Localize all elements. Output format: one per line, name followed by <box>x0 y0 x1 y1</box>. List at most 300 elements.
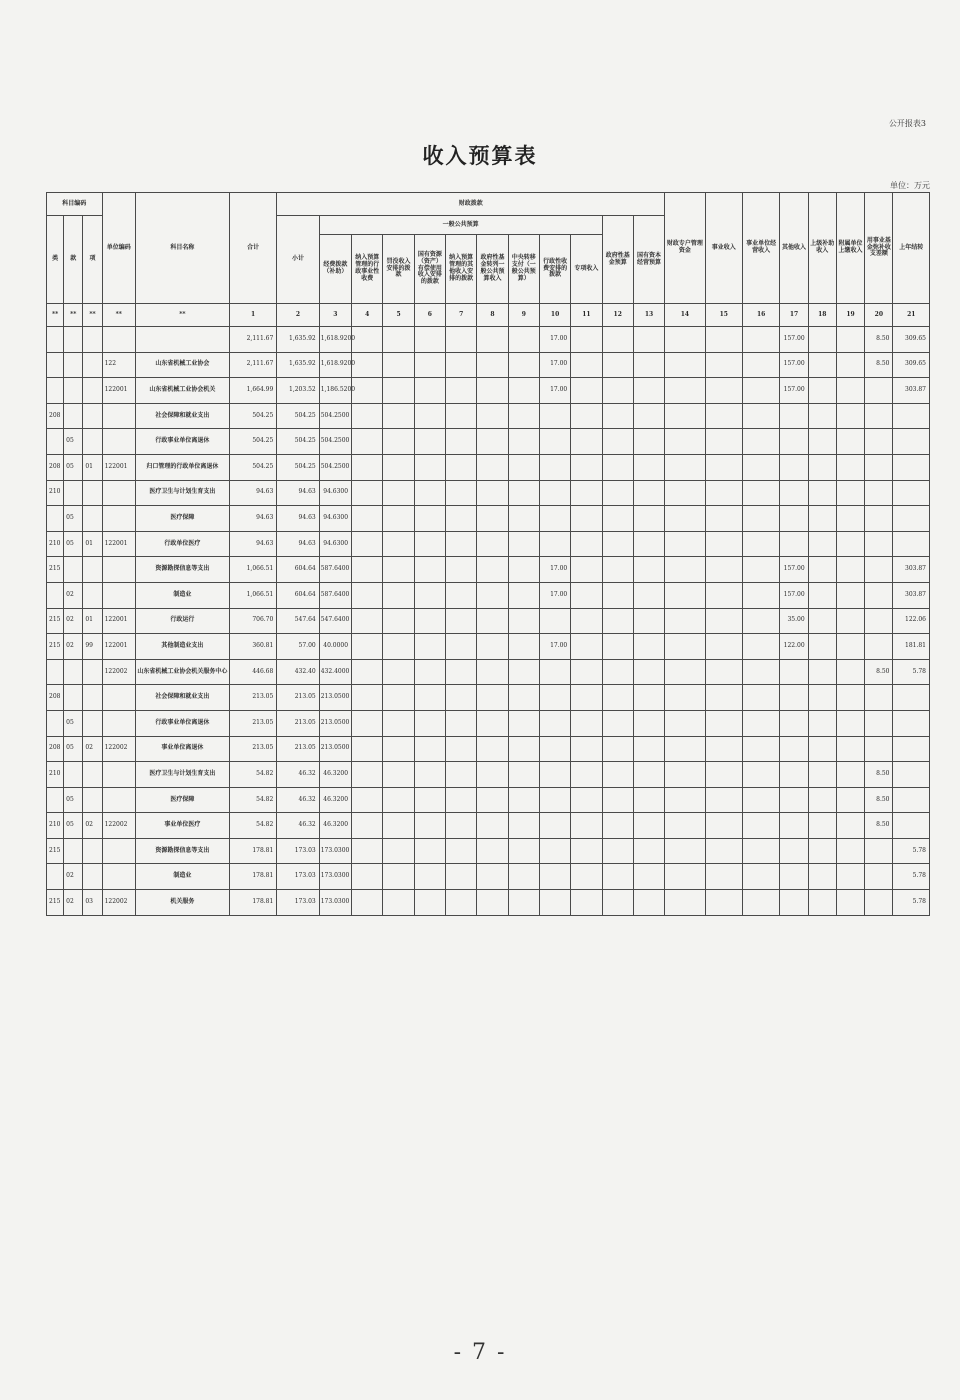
subject-name-cell: 行政运行 <box>135 608 229 634</box>
value-cell <box>808 838 836 864</box>
index-cell: 18 <box>808 304 836 327</box>
value-cell <box>808 582 836 608</box>
table-row <box>47 531 930 557</box>
value-cell <box>602 531 633 557</box>
value-cell: 8.50 <box>865 659 893 685</box>
code-cell <box>83 582 102 608</box>
value-cell <box>539 890 570 916</box>
value-cell <box>477 506 508 532</box>
value-cell <box>836 454 864 480</box>
value-cell <box>808 710 836 736</box>
value-cell <box>865 506 893 532</box>
value-cell <box>602 557 633 583</box>
value-cell <box>808 762 836 788</box>
value-cell <box>352 582 383 608</box>
table-row <box>47 454 930 480</box>
value-cell <box>808 454 836 480</box>
value-cell <box>836 327 864 353</box>
code-cell: 02 <box>64 608 83 634</box>
code-cell: 122001 <box>102 454 135 480</box>
value-cell <box>836 480 864 506</box>
value-cell: 94.63 <box>277 480 319 506</box>
index-cell: 14 <box>665 304 705 327</box>
value-cell <box>865 531 893 557</box>
code-cell <box>64 838 83 864</box>
value-cell <box>705 506 742 532</box>
value-cell <box>383 813 414 839</box>
value-cell: 173.03 <box>277 890 319 916</box>
value-cell <box>602 813 633 839</box>
header-special-account: 财政专户管理资金 <box>665 193 705 304</box>
value-cell: 504.25 <box>277 429 319 455</box>
code-cell: 210 <box>47 762 64 788</box>
value-cell: 178.81 <box>229 890 276 916</box>
value-cell <box>571 403 602 429</box>
value-cell <box>352 608 383 634</box>
value-cell <box>633 787 664 813</box>
value-cell <box>414 557 445 583</box>
value-cell <box>633 838 664 864</box>
code-cell <box>102 864 135 890</box>
value-cell <box>508 659 539 685</box>
value-cell: 35.00 <box>780 608 808 634</box>
subject-name-cell: 山东省机械工业协会机关 <box>135 378 229 404</box>
value-cell <box>383 710 414 736</box>
budget-table-container <box>46 192 930 916</box>
code-cell: 05 <box>64 813 83 839</box>
value-cell: 213.05 <box>277 685 319 711</box>
code-cell <box>102 710 135 736</box>
value-cell: 5.78 <box>893 659 930 685</box>
index-cell: 3 <box>319 304 351 327</box>
value-cell <box>633 634 664 660</box>
header-fiscal: 财政拨款 <box>277 193 665 216</box>
value-cell <box>808 685 836 711</box>
code-cell: 215 <box>47 838 64 864</box>
value-cell <box>665 762 705 788</box>
value-cell <box>477 557 508 583</box>
code-cell <box>83 838 102 864</box>
subject-name-cell: 社会保障和就业支出 <box>135 685 229 711</box>
value-cell <box>539 454 570 480</box>
value-cell <box>477 352 508 378</box>
value-cell <box>705 685 742 711</box>
value-cell <box>383 378 414 404</box>
subject-name-cell: 医疗卫生与计划生育支出 <box>135 762 229 788</box>
code-cell <box>102 582 135 608</box>
value-cell: 360.81 <box>229 634 276 660</box>
value-cell <box>446 659 477 685</box>
value-cell <box>836 608 864 634</box>
header-kuan: 款 <box>64 216 83 304</box>
value-cell <box>665 787 705 813</box>
value-cell <box>602 659 633 685</box>
value-cell <box>508 352 539 378</box>
value-cell <box>602 787 633 813</box>
code-cell: 01 <box>83 531 102 557</box>
value-cell: 303.87 <box>893 557 930 583</box>
value-cell <box>602 506 633 532</box>
value-cell <box>836 557 864 583</box>
subject-name-cell: 行政事业单位离退休 <box>135 710 229 736</box>
value-cell <box>665 710 705 736</box>
value-cell <box>508 864 539 890</box>
table-row <box>47 608 930 634</box>
header-xiang: 项 <box>83 216 102 304</box>
value-cell <box>383 480 414 506</box>
code-cell: 05 <box>64 506 83 532</box>
value-cell <box>414 813 445 839</box>
index-cell: 2 <box>277 304 319 327</box>
value-cell <box>602 634 633 660</box>
value-cell <box>742 582 779 608</box>
header-subject-code: 科目编码 <box>47 193 103 216</box>
code-cell: 122002 <box>102 736 135 762</box>
value-cell <box>383 736 414 762</box>
value-cell <box>446 557 477 583</box>
value-cell: 504.25 <box>277 454 319 480</box>
index-cell: ** <box>83 304 102 327</box>
value-cell <box>665 813 705 839</box>
code-cell: 122001 <box>102 634 135 660</box>
value-cell <box>508 685 539 711</box>
value-cell <box>836 506 864 532</box>
value-cell <box>836 864 864 890</box>
index-cell: 4 <box>352 304 383 327</box>
value-cell <box>808 557 836 583</box>
value-cell <box>742 378 779 404</box>
value-cell <box>446 403 477 429</box>
table-row <box>47 710 930 736</box>
value-cell <box>665 480 705 506</box>
table-body <box>47 327 930 916</box>
value-cell <box>414 762 445 788</box>
value-cell: 547.6400 <box>319 608 351 634</box>
value-cell <box>705 813 742 839</box>
table-row <box>47 659 930 685</box>
subject-name-cell: 事业单位离退休 <box>135 736 229 762</box>
value-cell <box>414 634 445 660</box>
subject-name-cell: 医疗保障 <box>135 787 229 813</box>
code-cell: 99 <box>83 634 102 660</box>
index-cell: 13 <box>633 304 664 327</box>
value-cell <box>446 838 477 864</box>
value-cell: 213.0500 <box>319 685 351 711</box>
value-cell <box>633 736 664 762</box>
value-cell <box>352 403 383 429</box>
value-cell <box>477 890 508 916</box>
index-cell: 21 <box>893 304 930 327</box>
value-cell <box>383 608 414 634</box>
value-cell: 157.00 <box>780 327 808 353</box>
value-cell: 303.87 <box>893 582 930 608</box>
value-cell <box>705 634 742 660</box>
value-cell <box>352 480 383 506</box>
value-cell <box>780 736 808 762</box>
value-cell <box>808 736 836 762</box>
value-cell <box>571 531 602 557</box>
value-cell: 54.82 <box>229 813 276 839</box>
value-cell <box>705 582 742 608</box>
value-cell <box>414 787 445 813</box>
value-cell <box>446 582 477 608</box>
value-cell <box>571 352 602 378</box>
value-cell: 54.82 <box>229 787 276 813</box>
value-cell <box>539 864 570 890</box>
code-cell <box>102 327 135 353</box>
value-cell <box>633 864 664 890</box>
value-cell <box>836 582 864 608</box>
code-cell <box>47 327 64 353</box>
value-cell: 157.00 <box>780 378 808 404</box>
code-cell: 05 <box>64 787 83 813</box>
value-cell <box>508 813 539 839</box>
value-cell <box>414 454 445 480</box>
value-cell <box>446 685 477 711</box>
value-cell: 178.81 <box>229 864 276 890</box>
value-cell <box>352 506 383 532</box>
index-cell: 20 <box>865 304 893 327</box>
value-cell <box>602 685 633 711</box>
value-cell <box>742 480 779 506</box>
value-cell <box>865 864 893 890</box>
value-cell <box>633 531 664 557</box>
value-cell <box>508 582 539 608</box>
value-cell: 604.64 <box>277 582 319 608</box>
value-cell <box>836 429 864 455</box>
value-cell: 8.50 <box>865 787 893 813</box>
header-carryover: 上年结转 <box>893 193 930 304</box>
value-cell <box>705 762 742 788</box>
value-cell <box>383 838 414 864</box>
table-row <box>47 403 930 429</box>
code-cell <box>83 506 102 532</box>
value-cell: 1,066.51 <box>229 582 276 608</box>
code-cell <box>102 429 135 455</box>
code-cell <box>47 582 64 608</box>
value-cell <box>352 787 383 813</box>
value-cell <box>571 634 602 660</box>
value-cell: 504.25 <box>229 454 276 480</box>
code-cell <box>64 327 83 353</box>
subject-name-cell: 山东省机械工业协会机关服务中心 <box>135 659 229 685</box>
code-cell: 122 <box>102 352 135 378</box>
value-cell <box>780 403 808 429</box>
value-cell <box>602 864 633 890</box>
code-cell <box>64 352 83 378</box>
value-cell: 122.00 <box>780 634 808 660</box>
value-cell <box>705 429 742 455</box>
code-cell: 210 <box>47 531 64 557</box>
value-cell <box>352 813 383 839</box>
value-cell <box>446 813 477 839</box>
value-cell: 1,635.92 <box>277 327 319 353</box>
value-cell <box>705 454 742 480</box>
header-affiliated-income: 附属单位上缴收入 <box>836 193 864 304</box>
value-cell: 5.78 <box>893 890 930 916</box>
value-cell <box>414 403 445 429</box>
code-cell <box>83 352 102 378</box>
code-cell <box>47 864 64 890</box>
value-cell <box>352 378 383 404</box>
value-cell <box>808 429 836 455</box>
value-cell <box>414 736 445 762</box>
value-cell <box>602 327 633 353</box>
value-cell <box>539 838 570 864</box>
code-cell <box>83 864 102 890</box>
header-business-income: 事业收入 <box>705 193 742 304</box>
subject-name-cell: 资源勘探信息等支出 <box>135 557 229 583</box>
value-cell <box>352 531 383 557</box>
value-cell <box>633 557 664 583</box>
value-cell <box>836 762 864 788</box>
value-cell <box>571 736 602 762</box>
code-cell: 02 <box>83 813 102 839</box>
value-cell: 213.05 <box>229 685 276 711</box>
code-cell: 122001 <box>102 608 135 634</box>
value-cell <box>742 634 779 660</box>
value-cell <box>446 429 477 455</box>
header-general-public: 一般公共预算 <box>319 216 602 235</box>
value-cell <box>742 531 779 557</box>
value-cell <box>836 710 864 736</box>
value-cell <box>865 736 893 762</box>
value-cell <box>571 327 602 353</box>
value-cell: 181.81 <box>893 634 930 660</box>
value-cell: 504.25 <box>277 403 319 429</box>
value-cell: 213.05 <box>229 736 276 762</box>
code-cell <box>102 787 135 813</box>
value-cell: 46.32 <box>277 762 319 788</box>
value-cell <box>477 736 508 762</box>
value-cell <box>477 403 508 429</box>
value-cell <box>665 378 705 404</box>
value-cell <box>508 429 539 455</box>
value-cell <box>705 352 742 378</box>
value-cell: 213.05 <box>277 736 319 762</box>
value-cell <box>780 787 808 813</box>
value-cell: 547.64 <box>277 608 319 634</box>
value-cell <box>665 634 705 660</box>
value-cell <box>446 762 477 788</box>
value-cell <box>508 378 539 404</box>
value-cell <box>602 890 633 916</box>
index-cell: 1 <box>229 304 276 327</box>
value-cell <box>383 634 414 660</box>
value-cell: 8.50 <box>865 762 893 788</box>
value-cell <box>893 403 930 429</box>
value-cell <box>383 890 414 916</box>
value-cell <box>780 864 808 890</box>
value-cell <box>508 403 539 429</box>
value-cell <box>808 378 836 404</box>
value-cell <box>539 506 570 532</box>
value-cell <box>808 480 836 506</box>
value-cell <box>539 736 570 762</box>
value-cell <box>539 813 570 839</box>
code-cell <box>64 762 83 788</box>
value-cell <box>865 685 893 711</box>
value-cell <box>383 352 414 378</box>
code-cell: 02 <box>64 864 83 890</box>
value-cell <box>352 634 383 660</box>
index-cell: 12 <box>602 304 633 327</box>
value-cell: 8.50 <box>865 352 893 378</box>
value-cell <box>780 480 808 506</box>
page-title: 收入预算表 <box>422 143 538 168</box>
subject-name-cell: 行政事业单位离退休 <box>135 429 229 455</box>
value-cell <box>602 352 633 378</box>
value-cell <box>665 557 705 583</box>
value-cell: 17.00 <box>539 352 570 378</box>
value-cell <box>893 506 930 532</box>
value-cell <box>446 864 477 890</box>
value-cell <box>446 634 477 660</box>
value-cell <box>633 429 664 455</box>
value-cell: 94.63 <box>277 531 319 557</box>
code-cell <box>47 378 64 404</box>
code-cell <box>47 710 64 736</box>
value-cell <box>477 608 508 634</box>
header-col-11: 专项收入 <box>571 235 602 304</box>
value-cell <box>508 608 539 634</box>
value-cell <box>539 531 570 557</box>
value-cell: 309.65 <box>893 327 930 353</box>
code-cell <box>47 506 64 532</box>
code-cell <box>83 429 102 455</box>
value-cell: 40.0000 <box>319 634 351 660</box>
value-cell <box>742 557 779 583</box>
value-cell <box>742 429 779 455</box>
value-cell <box>893 685 930 711</box>
value-cell <box>780 762 808 788</box>
value-cell <box>836 378 864 404</box>
value-cell <box>446 378 477 404</box>
subject-name-cell: 制造业 <box>135 582 229 608</box>
value-cell <box>780 506 808 532</box>
value-cell <box>808 352 836 378</box>
code-cell <box>83 710 102 736</box>
table-row <box>47 327 930 353</box>
value-cell: 2,111.67 <box>229 352 276 378</box>
value-cell <box>508 736 539 762</box>
value-cell <box>808 864 836 890</box>
value-cell <box>414 429 445 455</box>
value-cell: 446.68 <box>229 659 276 685</box>
value-cell <box>742 685 779 711</box>
value-cell <box>477 454 508 480</box>
index-cell: 8 <box>477 304 508 327</box>
value-cell <box>477 838 508 864</box>
value-cell <box>352 557 383 583</box>
value-cell <box>705 864 742 890</box>
value-cell: 46.3200 <box>319 787 351 813</box>
table-row <box>47 352 930 378</box>
code-cell <box>83 557 102 583</box>
value-cell <box>742 608 779 634</box>
table-row <box>47 557 930 583</box>
subject-name-cell: 制造业 <box>135 864 229 890</box>
value-cell <box>571 378 602 404</box>
value-cell <box>383 531 414 557</box>
value-cell <box>352 454 383 480</box>
value-cell <box>705 838 742 864</box>
value-cell <box>571 787 602 813</box>
value-cell: 213.0500 <box>319 736 351 762</box>
value-cell <box>633 762 664 788</box>
code-cell: 208 <box>47 403 64 429</box>
value-cell: 173.0300 <box>319 890 351 916</box>
